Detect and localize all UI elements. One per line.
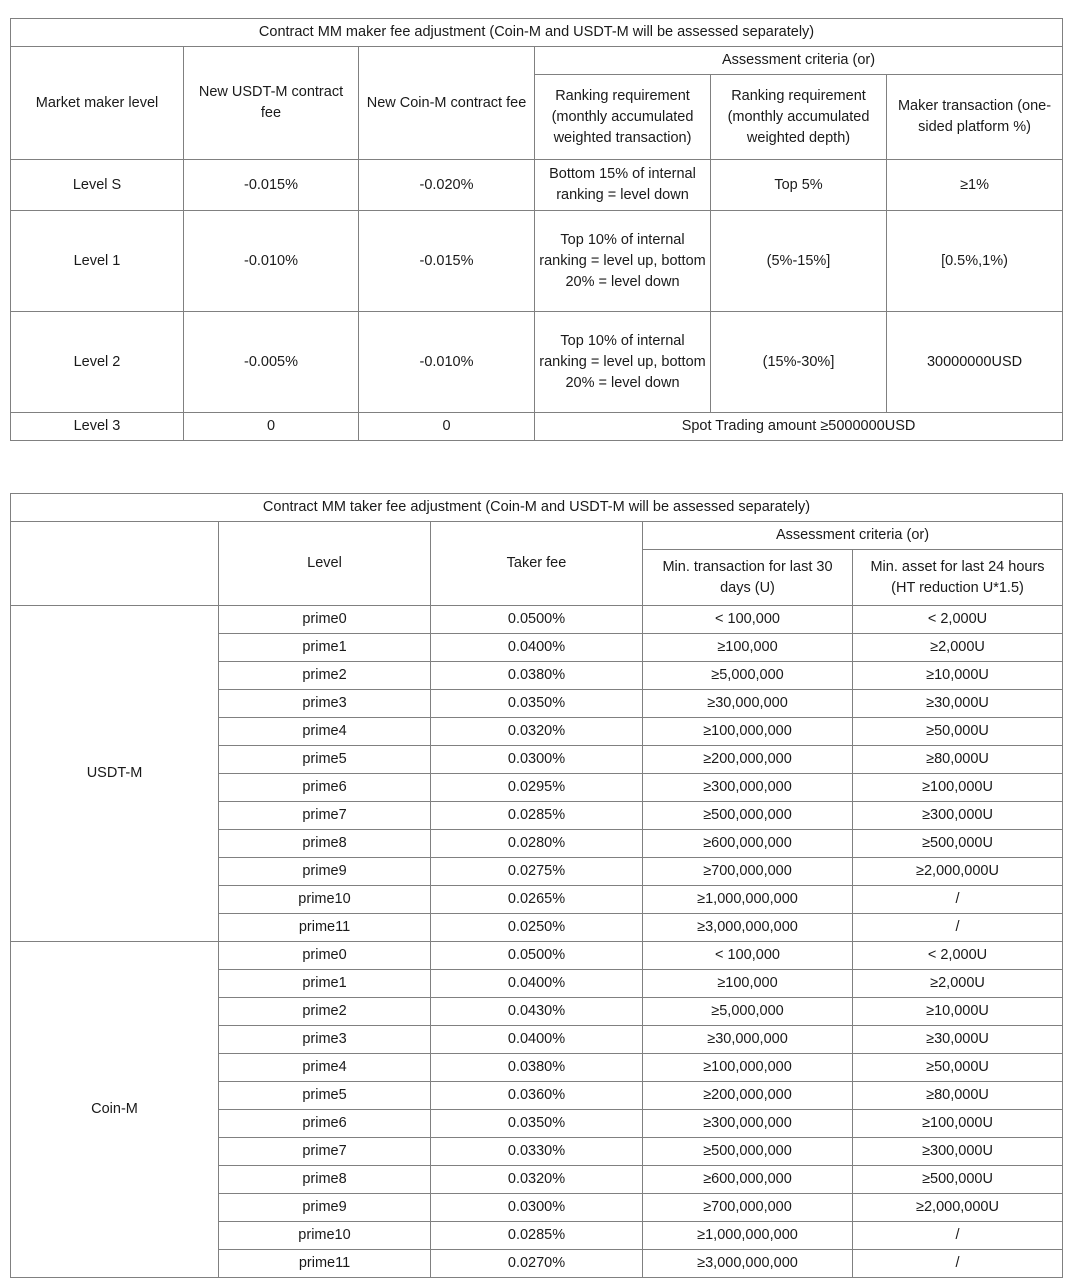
table-row bbox=[11, 160, 1063, 211]
taker-cell-min-asset: ≥10,000U bbox=[853, 662, 1063, 690]
taker-cell-taker-fee: 0.0320% bbox=[431, 1166, 643, 1194]
maker-cell-level: Level S bbox=[11, 160, 184, 211]
maker-cell-spot-trading-note: Spot Trading amount ≥5000000USD bbox=[535, 413, 1063, 441]
taker-cell-min-transaction: ≥200,000,000 bbox=[643, 746, 853, 774]
taker-cell-level: prime5 bbox=[219, 746, 431, 774]
taker-cell-level: prime11 bbox=[219, 914, 431, 942]
maker-cell-coinm-fee: -0.020% bbox=[359, 160, 535, 211]
taker-cell-min-asset: ≥80,000U bbox=[853, 1082, 1063, 1110]
taker-cell-taker-fee: 0.0360% bbox=[431, 1082, 643, 1110]
taker-cell-level: prime1 bbox=[219, 970, 431, 998]
table-row bbox=[11, 211, 1063, 312]
taker-cell-taker-fee: 0.0285% bbox=[431, 802, 643, 830]
taker-cell-taker-fee: 0.0380% bbox=[431, 1054, 643, 1082]
taker-cell-min-asset: ≥300,000U bbox=[853, 1138, 1063, 1166]
taker-cell-level: prime10 bbox=[219, 886, 431, 914]
maker-fee-table bbox=[10, 18, 1063, 441]
taker-cell-min-asset: < 2,000U bbox=[853, 942, 1063, 970]
taker-cell-level: prime2 bbox=[219, 998, 431, 1026]
taker-cell-level: prime7 bbox=[219, 1138, 431, 1166]
taker-cell-taker-fee: 0.0265% bbox=[431, 886, 643, 914]
maker-cell-rank-transaction: Top 10% of internal ranking = level up, bottom 20% = level down bbox=[535, 312, 711, 413]
taker-cell-min-transaction: ≥100,000,000 bbox=[643, 718, 853, 746]
taker-cell-level: prime7 bbox=[219, 802, 431, 830]
taker-cell-level: prime6 bbox=[219, 774, 431, 802]
maker-header-coinm-fee: New Coin-M contract fee bbox=[359, 47, 535, 160]
maker-cell-level: Level 3 bbox=[11, 413, 184, 441]
taker-cell-min-transaction: ≥30,000,000 bbox=[643, 1026, 853, 1054]
maker-cell-rank-depth: Top 5% bbox=[711, 160, 887, 211]
taker-cell-level: prime8 bbox=[219, 830, 431, 858]
taker-cell-min-asset: ≥10,000U bbox=[853, 998, 1063, 1026]
maker-header-ranking-depth: Ranking requirement (monthly accumulated weighted depth) bbox=[711, 75, 887, 160]
taker-table-title-row bbox=[11, 494, 1063, 522]
taker-cell-level: prime0 bbox=[219, 606, 431, 634]
taker-cell-min-transaction: < 100,000 bbox=[643, 942, 853, 970]
taker-cell-taker-fee: 0.0380% bbox=[431, 662, 643, 690]
taker-cell-min-asset: ≥80,000U bbox=[853, 746, 1063, 774]
taker-header-level: Level bbox=[219, 522, 431, 606]
taker-cell-taker-fee: 0.0350% bbox=[431, 690, 643, 718]
taker-cell-taker-fee: 0.0250% bbox=[431, 914, 643, 942]
taker-cell-min-transaction: ≥600,000,000 bbox=[643, 830, 853, 858]
taker-cell-level: prime10 bbox=[219, 1222, 431, 1250]
taker-cell-level: prime5 bbox=[219, 1082, 431, 1110]
taker-cell-taker-fee: 0.0350% bbox=[431, 1110, 643, 1138]
taker-cell-min-transaction: ≥5,000,000 bbox=[643, 662, 853, 690]
taker-cell-min-asset: / bbox=[853, 1222, 1063, 1250]
maker-cell-coinm-fee: 0 bbox=[359, 413, 535, 441]
maker-header-maker-transaction: Maker transaction (one-sided platform %) bbox=[887, 75, 1063, 160]
table-row bbox=[11, 312, 1063, 413]
taker-cell-level: prime0 bbox=[219, 942, 431, 970]
maker-cell-maker-transaction: 30000000USD bbox=[887, 312, 1063, 413]
taker-fee-table bbox=[10, 493, 1063, 1278]
taker-cell-min-asset: ≥300,000U bbox=[853, 802, 1063, 830]
taker-cell-min-asset: ≥2,000,000U bbox=[853, 1194, 1063, 1222]
taker-cell-min-transaction: ≥100,000,000 bbox=[643, 1054, 853, 1082]
maker-table-title: Contract MM maker fee adjustment (Coin-M and USDT-M will be assessed separately) bbox=[11, 19, 1063, 47]
taker-cell-min-transaction: ≥100,000 bbox=[643, 634, 853, 662]
taker-cell-min-asset: ≥100,000U bbox=[853, 774, 1063, 802]
taker-header-taker-fee: Taker fee bbox=[431, 522, 643, 606]
maker-header-level: Market maker level bbox=[11, 47, 184, 160]
table-row bbox=[11, 606, 1063, 634]
taker-cell-min-transaction: ≥500,000,000 bbox=[643, 1138, 853, 1166]
maker-cell-coinm-fee: -0.010% bbox=[359, 312, 535, 413]
taker-cell-level: prime4 bbox=[219, 1054, 431, 1082]
taker-cell-min-transaction: ≥300,000,000 bbox=[643, 774, 853, 802]
taker-cell-level: prime11 bbox=[219, 1250, 431, 1278]
table-row bbox=[11, 942, 1063, 970]
taker-header-min-transaction: Min. transaction for last 30 days (U) bbox=[643, 550, 853, 606]
taker-cell-taker-fee: 0.0280% bbox=[431, 830, 643, 858]
taker-cell-taker-fee: 0.0500% bbox=[431, 942, 643, 970]
taker-cell-min-asset: ≥2,000U bbox=[853, 970, 1063, 998]
taker-cell-min-asset: ≥2,000,000U bbox=[853, 858, 1063, 886]
taker-cell-taker-fee: 0.0300% bbox=[431, 746, 643, 774]
maker-cell-usdt-fee: 0 bbox=[184, 413, 359, 441]
taker-cell-level: prime2 bbox=[219, 662, 431, 690]
taker-cell-min-transaction: ≥30,000,000 bbox=[643, 690, 853, 718]
taker-cell-min-asset: ≥30,000U bbox=[853, 690, 1063, 718]
maker-table-title-row bbox=[11, 19, 1063, 47]
taker-cell-min-asset: < 2,000U bbox=[853, 606, 1063, 634]
taker-cell-taker-fee: 0.0330% bbox=[431, 1138, 643, 1166]
maker-cell-maker-transaction: ≥1% bbox=[887, 160, 1063, 211]
maker-cell-rank-depth: (15%-30%] bbox=[711, 312, 887, 413]
taker-cell-min-transaction: ≥700,000,000 bbox=[643, 858, 853, 886]
taker-cell-min-asset: / bbox=[853, 914, 1063, 942]
taker-cell-level: prime9 bbox=[219, 858, 431, 886]
taker-cell-taker-fee: 0.0500% bbox=[431, 606, 643, 634]
maker-cell-usdt-fee: -0.015% bbox=[184, 160, 359, 211]
taker-cell-taker-fee: 0.0300% bbox=[431, 1194, 643, 1222]
maker-cell-level: Level 2 bbox=[11, 312, 184, 413]
maker-cell-rank-depth: (5%-15%] bbox=[711, 211, 887, 312]
taker-cell-min-transaction: ≥100,000 bbox=[643, 970, 853, 998]
maker-header-assessment-criteria: Assessment criteria (or) bbox=[535, 47, 1063, 75]
taker-cell-min-transaction: ≥1,000,000,000 bbox=[643, 1222, 853, 1250]
maker-cell-rank-transaction: Bottom 15% of internal ranking = level down bbox=[535, 160, 711, 211]
taker-cell-level: prime8 bbox=[219, 1166, 431, 1194]
taker-cell-min-transaction: ≥1,000,000,000 bbox=[643, 886, 853, 914]
taker-cell-min-asset: ≥500,000U bbox=[853, 1166, 1063, 1194]
maker-cell-level: Level 1 bbox=[11, 211, 184, 312]
taker-table-group-header-row bbox=[11, 522, 1063, 550]
taker-cell-min-transaction: ≥200,000,000 bbox=[643, 1082, 853, 1110]
taker-cell-min-asset: ≥50,000U bbox=[853, 718, 1063, 746]
taker-cell-min-asset: ≥30,000U bbox=[853, 1026, 1063, 1054]
taker-cell-taker-fee: 0.0320% bbox=[431, 718, 643, 746]
taker-cell-min-transaction: ≥700,000,000 bbox=[643, 1194, 853, 1222]
taker-cell-min-asset: ≥2,000U bbox=[853, 634, 1063, 662]
taker-cell-min-transaction: ≥5,000,000 bbox=[643, 998, 853, 1026]
taker-cell-min-transaction: ≥600,000,000 bbox=[643, 1166, 853, 1194]
taker-cell-taker-fee: 0.0270% bbox=[431, 1250, 643, 1278]
taker-header-contract-type bbox=[11, 522, 219, 606]
taker-cell-min-asset: ≥100,000U bbox=[853, 1110, 1063, 1138]
taker-header-min-asset: Min. asset for last 24 hours (HT reduction U*1.5) bbox=[853, 550, 1063, 606]
taker-group-label-coinm: Coin-M bbox=[11, 942, 219, 1278]
taker-cell-min-transaction: < 100,000 bbox=[643, 606, 853, 634]
taker-cell-min-transaction: ≥3,000,000,000 bbox=[643, 914, 853, 942]
taker-cell-taker-fee: 0.0400% bbox=[431, 634, 643, 662]
taker-cell-min-transaction: ≥500,000,000 bbox=[643, 802, 853, 830]
taker-cell-level: prime4 bbox=[219, 718, 431, 746]
maker-cell-usdt-fee: -0.010% bbox=[184, 211, 359, 312]
maker-cell-rank-transaction: Top 10% of internal ranking = level up, bottom 20% = level down bbox=[535, 211, 711, 312]
maker-header-usdt-fee: New USDT-M contract fee bbox=[184, 47, 359, 160]
taker-cell-level: prime1 bbox=[219, 634, 431, 662]
taker-cell-min-asset: / bbox=[853, 886, 1063, 914]
taker-cell-taker-fee: 0.0400% bbox=[431, 970, 643, 998]
taker-cell-level: prime6 bbox=[219, 1110, 431, 1138]
taker-cell-level: prime3 bbox=[219, 690, 431, 718]
taker-cell-taker-fee: 0.0285% bbox=[431, 1222, 643, 1250]
maker-header-ranking-transaction: Ranking requirement (monthly accumulated weighted transaction) bbox=[535, 75, 711, 160]
taker-cell-taker-fee: 0.0430% bbox=[431, 998, 643, 1026]
taker-group-label-usdtm: USDT-M bbox=[11, 606, 219, 942]
taker-cell-taker-fee: 0.0295% bbox=[431, 774, 643, 802]
taker-cell-min-asset: ≥500,000U bbox=[853, 830, 1063, 858]
maker-cell-usdt-fee: -0.005% bbox=[184, 312, 359, 413]
maker-cell-maker-transaction: [0.5%,1%) bbox=[887, 211, 1063, 312]
taker-table-title: Contract MM taker fee adjustment (Coin-M and USDT-M will be assessed separately) bbox=[11, 494, 1063, 522]
taker-cell-level: prime9 bbox=[219, 1194, 431, 1222]
taker-header-assessment-criteria: Assessment criteria (or) bbox=[643, 522, 1063, 550]
taker-cell-level: prime3 bbox=[219, 1026, 431, 1054]
table-row bbox=[11, 413, 1063, 441]
taker-cell-min-transaction: ≥300,000,000 bbox=[643, 1110, 853, 1138]
taker-cell-min-transaction: ≥3,000,000,000 bbox=[643, 1250, 853, 1278]
taker-cell-min-asset: ≥50,000U bbox=[853, 1054, 1063, 1082]
maker-table-group-header-row bbox=[11, 47, 1063, 75]
maker-cell-coinm-fee: -0.015% bbox=[359, 211, 535, 312]
taker-cell-taker-fee: 0.0275% bbox=[431, 858, 643, 886]
taker-cell-min-asset: / bbox=[853, 1250, 1063, 1278]
taker-cell-taker-fee: 0.0400% bbox=[431, 1026, 643, 1054]
